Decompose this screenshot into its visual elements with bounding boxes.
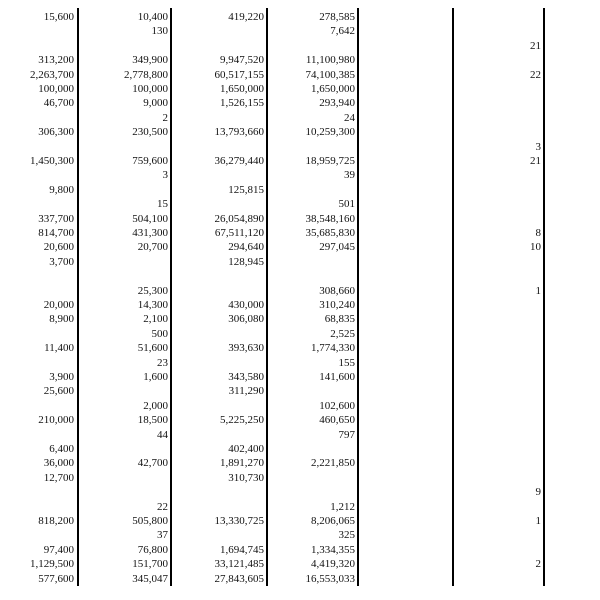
table-cell: 22 <box>530 68 541 81</box>
table-row <box>0 370 600 384</box>
table-cell: 23 <box>157 356 168 369</box>
table-cell: 25,600 <box>43 385 74 398</box>
table-cell: 1,600 <box>143 371 168 383</box>
table-row <box>0 39 600 53</box>
table-cell: 325 <box>338 529 355 542</box>
table-cell: 311,290 <box>228 385 264 398</box>
table-cell: 3 <box>162 169 168 182</box>
table-cell: 505,800 <box>132 515 168 527</box>
table-cell: 8,206,065 <box>311 515 355 527</box>
table-cell: 2,000 <box>143 399 168 412</box>
table-cell: 20,700 <box>137 241 168 254</box>
table-row <box>0 183 600 197</box>
table-cell: 1,774,330 <box>311 342 355 355</box>
table-row <box>0 298 600 312</box>
table-cell: 20,600 <box>43 241 74 254</box>
table-row <box>0 528 600 542</box>
table-cell: 759,600 <box>132 155 168 167</box>
table-cell: 11,400 <box>44 342 74 355</box>
table-cell: 38,548,160 <box>305 212 355 225</box>
table-cell: 797 <box>338 428 355 441</box>
table-cell: 8 <box>535 227 541 239</box>
table-cell: 345,047 <box>132 572 168 585</box>
table-row <box>0 514 600 528</box>
table-cell: 431,300 <box>132 227 168 239</box>
table-row <box>0 485 600 499</box>
table-cell: 1,212 <box>330 500 355 513</box>
table-cell: 1,891,270 <box>220 457 264 470</box>
table-cell: 1,334,355 <box>311 543 355 556</box>
table-row <box>0 111 600 125</box>
table-cell: 13,330,725 <box>214 515 264 527</box>
table-cell: 306,080 <box>228 313 264 326</box>
table-cell: 36,279,440 <box>214 155 264 167</box>
table-cell: 3,700 <box>49 255 74 268</box>
table-row <box>0 413 600 427</box>
table-cell: 1,694,745 <box>220 543 264 556</box>
table-cell: 1 <box>535 284 541 297</box>
table-cell: 337,700 <box>38 212 74 225</box>
table-cell: 294,640 <box>228 241 264 254</box>
table-cell: 11,100,980 <box>305 54 355 67</box>
table-cell: 430,000 <box>228 299 264 311</box>
table-cell: 16,553,033 <box>305 572 355 585</box>
table-cell: 501 <box>338 198 355 211</box>
table-cell: 3,900 <box>49 371 74 383</box>
table-cell: 308,660 <box>319 284 355 297</box>
table-cell: 4,419,320 <box>311 558 355 571</box>
table-cell: 125,815 <box>228 183 264 196</box>
table-cell: 2,100 <box>143 313 168 326</box>
table-row <box>0 500 600 514</box>
table-cell: 102,600 <box>319 399 355 412</box>
table-row <box>0 68 600 82</box>
table-cell: 67,511,120 <box>214 227 264 239</box>
table-cell: 1 <box>535 515 541 527</box>
table-cell: 155 <box>338 356 355 369</box>
table-row <box>0 442 600 456</box>
table-row <box>0 284 600 298</box>
table-cell: 393,630 <box>228 342 264 355</box>
table-cell: 13,793,660 <box>214 126 264 139</box>
table-cell: 293,940 <box>319 97 355 110</box>
table-row <box>0 456 600 470</box>
table-row <box>0 53 600 67</box>
table-cell: 10,400 <box>137 11 168 23</box>
table-cell: 2 <box>535 558 541 571</box>
table-cell: 419,220 <box>228 11 264 23</box>
table-cell: 2 <box>162 111 168 124</box>
table-row <box>0 399 600 413</box>
table-row <box>0 125 600 139</box>
table-cell: 14,300 <box>137 299 168 311</box>
table-cell: 26,054,890 <box>214 212 264 225</box>
table-cell: 297,045 <box>319 241 355 254</box>
table-row <box>0 356 600 370</box>
table-row <box>0 82 600 96</box>
table-cell: 9,800 <box>49 183 74 196</box>
table-row <box>0 327 600 341</box>
table-cell: 10,259,300 <box>305 126 355 139</box>
table-cell: 9 <box>535 486 541 499</box>
table-cell: 504,100 <box>132 212 168 225</box>
table-cell: 306,300 <box>38 126 74 139</box>
table-cell: 500 <box>151 327 168 340</box>
table-row <box>0 10 600 24</box>
table-cell: 39 <box>344 169 355 182</box>
table-row <box>0 471 600 485</box>
table-cell: 2,263,700 <box>30 68 74 81</box>
table-cell: 100,000 <box>38 83 74 95</box>
table-cell: 42,700 <box>137 457 168 470</box>
table-cell: 21 <box>530 39 541 52</box>
table-cell: 402,400 <box>228 443 264 455</box>
table-cell: 46,700 <box>43 97 74 110</box>
table-row <box>0 269 600 283</box>
table-row <box>0 24 600 38</box>
table-row <box>0 240 600 254</box>
table-cell: 5,225,250 <box>220 414 264 427</box>
table-cell: 22 <box>157 500 168 513</box>
table-row <box>0 557 600 571</box>
table-row <box>0 140 600 154</box>
table-cell: 44 <box>157 428 168 441</box>
table-cell: 9,947,520 <box>220 54 264 67</box>
table-cell: 2,221,850 <box>311 457 355 470</box>
table-cell: 100,000 <box>132 83 168 95</box>
table-cell: 310,240 <box>319 299 355 311</box>
table-cell: 313,200 <box>38 54 74 67</box>
table-cell: 151,700 <box>132 558 168 571</box>
table-cell: 1,129,500 <box>30 558 74 571</box>
table-row <box>0 96 600 110</box>
table-cell: 25,300 <box>137 284 168 297</box>
table-cell: 15 <box>157 198 168 211</box>
table-cell: 37 <box>157 529 168 542</box>
table-cell: 278,585 <box>319 11 355 23</box>
table-cell: 68,835 <box>324 313 355 326</box>
table-cell: 130 <box>151 25 168 38</box>
table-row <box>0 212 600 226</box>
table-cell: 343,580 <box>228 371 264 383</box>
table-row <box>0 312 600 326</box>
table-cell: 577,600 <box>38 572 74 585</box>
table-cell: 7,642 <box>330 25 355 38</box>
table-cell: 97,400 <box>43 543 74 556</box>
table-cell: 9,000 <box>143 97 168 110</box>
table-cell: 51,600 <box>137 342 168 355</box>
table-cell: 74,100,385 <box>305 68 355 81</box>
table-cell: 1,650,000 <box>311 83 355 95</box>
table-cell: 3 <box>535 140 541 153</box>
table-cell: 210,000 <box>38 414 74 427</box>
table-cell: 10 <box>530 241 541 254</box>
table-cell: 141,600 <box>319 371 355 383</box>
table-cell: 12,700 <box>43 471 74 484</box>
table-cell: 60,517,155 <box>214 68 264 81</box>
table-cell: 1,650,000 <box>220 83 264 95</box>
table-cell: 1,526,155 <box>220 97 264 110</box>
table-row <box>0 543 600 557</box>
table-cell: 1,450,300 <box>30 155 74 167</box>
table-row <box>0 572 600 586</box>
table-cell: 814,700 <box>38 227 74 239</box>
table-cell: 2,778,800 <box>124 68 168 81</box>
table-cell: 18,500 <box>137 414 168 427</box>
table-row <box>0 384 600 398</box>
table-cell: 33,121,485 <box>214 558 264 571</box>
table-row <box>0 154 600 168</box>
table-cell: 128,945 <box>228 255 264 268</box>
table-cell: 36,000 <box>43 457 74 470</box>
table-cell: 27,843,605 <box>214 572 264 585</box>
table-cell: 310,730 <box>228 471 264 484</box>
table-cell: 35,685,830 <box>305 227 355 239</box>
table-cell: 8,900 <box>49 313 74 326</box>
table-cell: 349,900 <box>132 54 168 67</box>
table-row <box>0 255 600 269</box>
table-cell: 76,800 <box>137 543 168 556</box>
table-cell: 6,400 <box>49 443 74 455</box>
table-row <box>0 428 600 442</box>
table-cell: 818,200 <box>38 515 74 527</box>
table-cell: 18,959,725 <box>305 155 355 167</box>
table-cell: 2,525 <box>330 327 355 340</box>
table-row <box>0 341 600 355</box>
table-row <box>0 168 600 182</box>
table-cell: 24 <box>344 111 355 124</box>
table-row <box>0 226 600 240</box>
table-cell: 21 <box>530 155 541 167</box>
table-cell: 15,600 <box>43 11 74 23</box>
table-cell: 230,500 <box>132 126 168 139</box>
table-row <box>0 197 600 211</box>
table-cell: 460,650 <box>319 414 355 427</box>
table-cell: 20,000 <box>43 299 74 311</box>
